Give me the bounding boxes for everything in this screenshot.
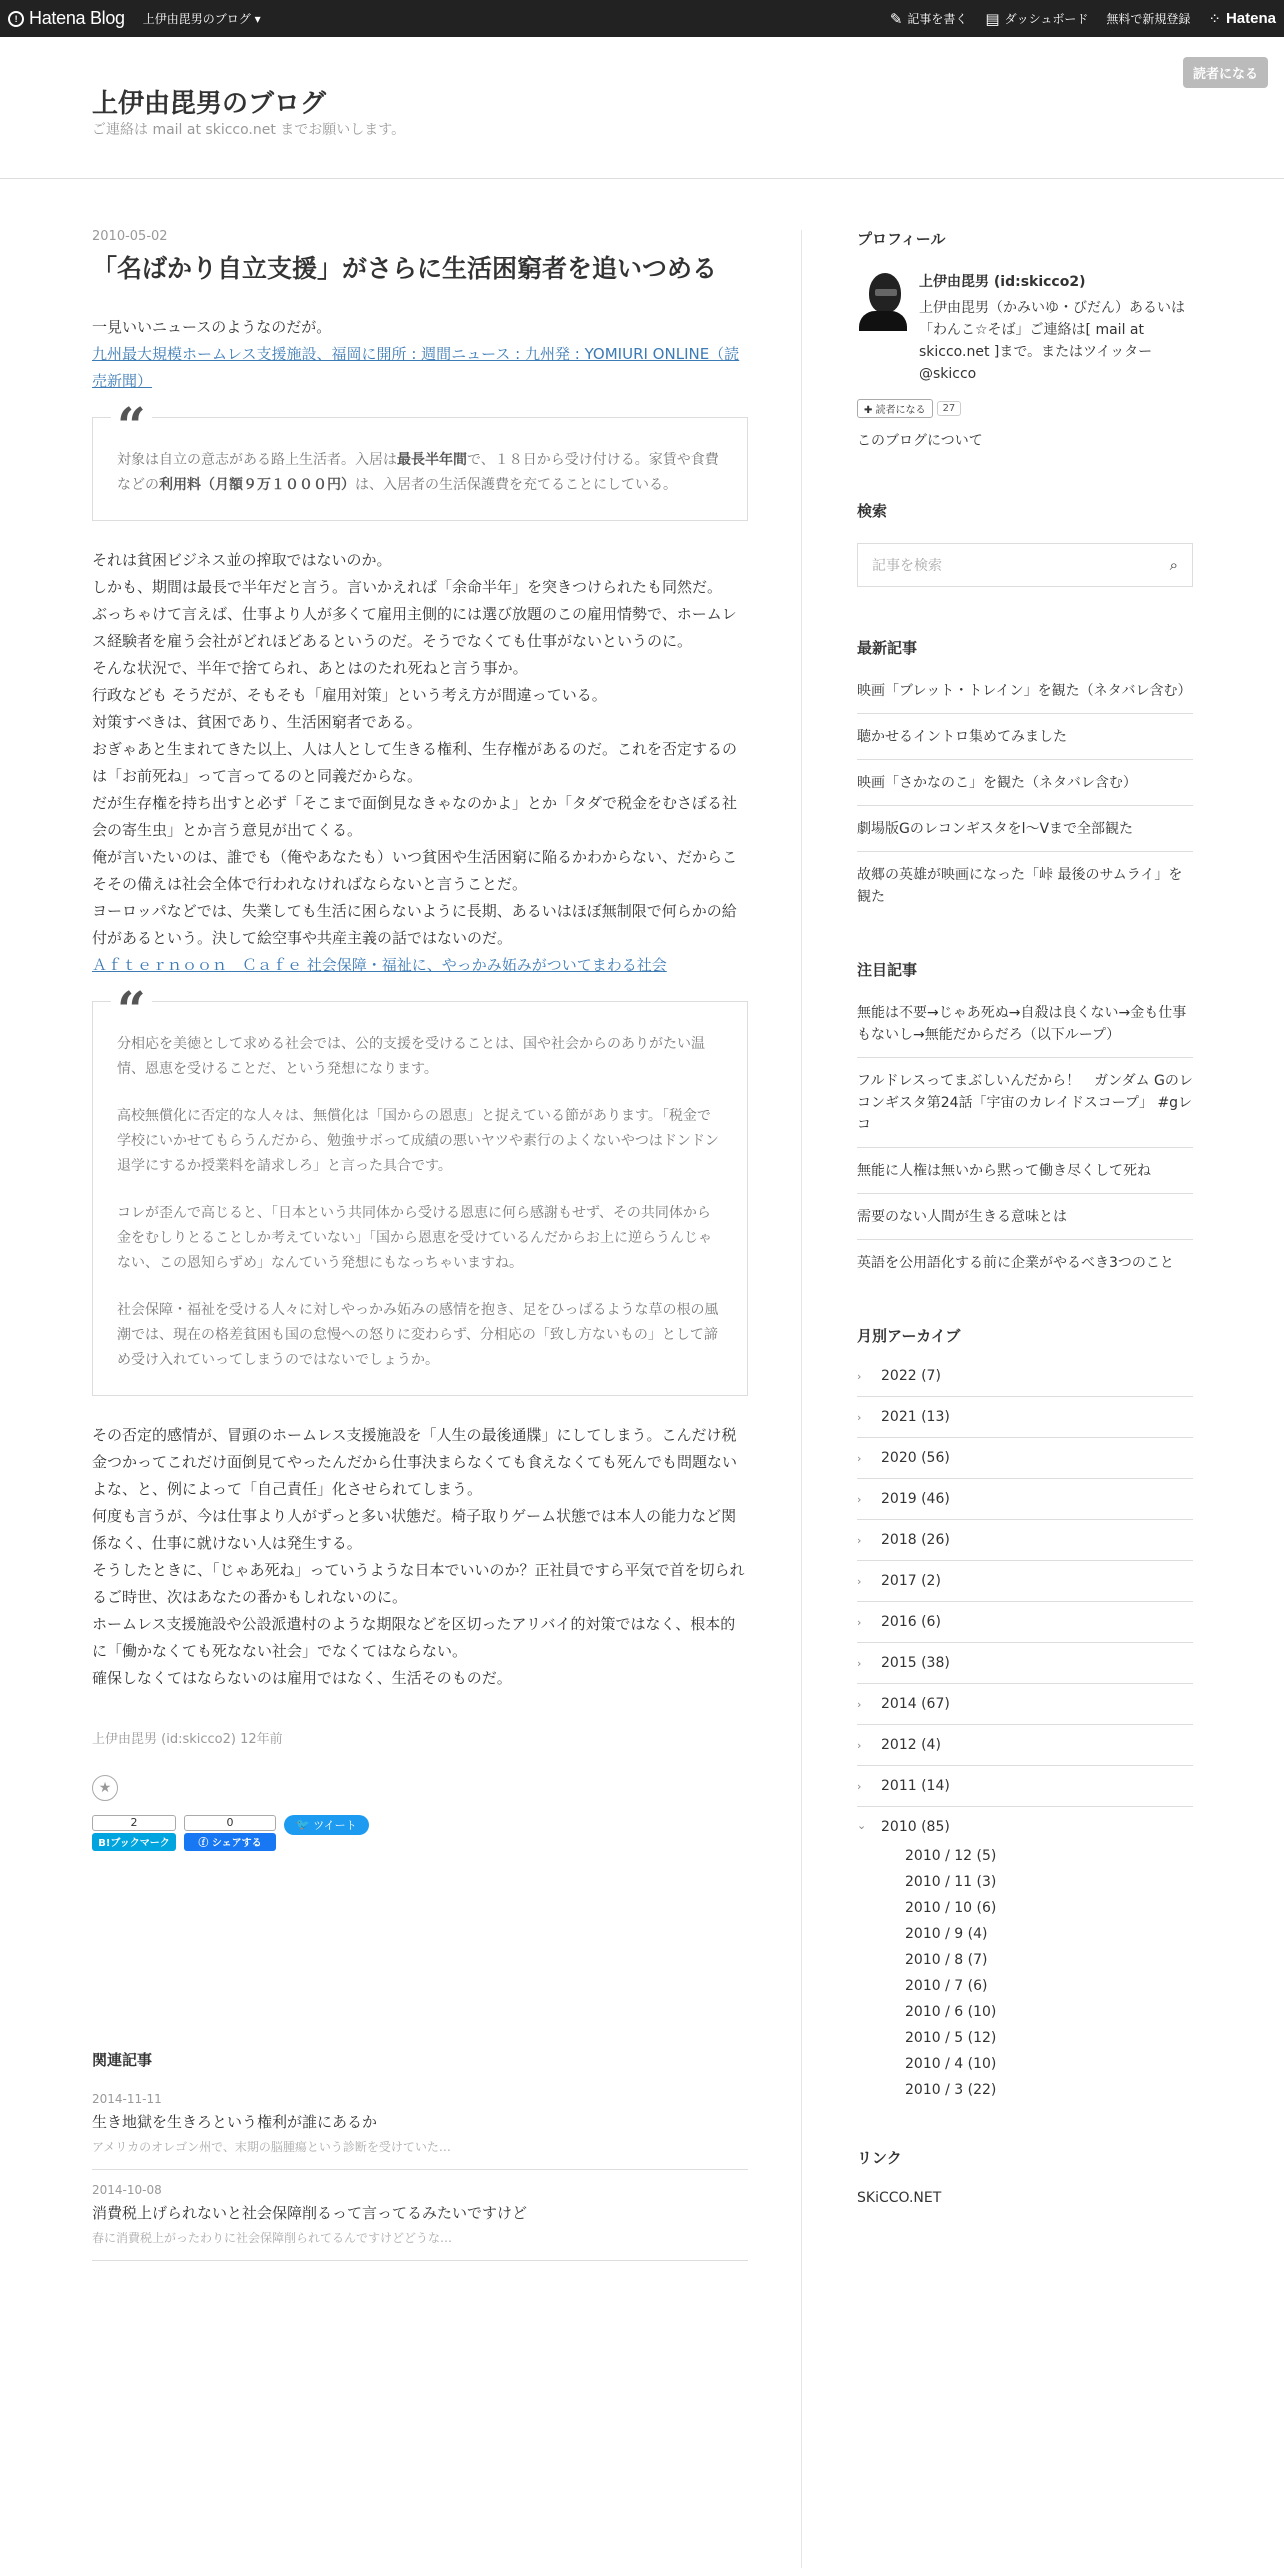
archive-year[interactable]: › 2016 (6) <box>857 1614 1193 1643</box>
archive-year-open[interactable]: ⌄ 2010 (85) <box>857 1819 950 1835</box>
profile-name[interactable]: 上伊由毘男 (id:skicco2) <box>919 274 1086 290</box>
recent-entry-link[interactable]: 劇場版Gのレコンギスタをl〜Vまで全部観た <box>857 818 1193 852</box>
quote-block-1 <box>92 395 748 521</box>
pencil-icon: ✎ <box>889 9 903 28</box>
global-header <box>0 0 1284 37</box>
archive-months <box>905 1843 1193 2103</box>
about-blog-link[interactable]: このブログについて <box>857 433 983 449</box>
chevron-right-icon[interactable]: › <box>857 1574 862 1588</box>
recent-entries-module <box>857 637 1193 919</box>
chevron-right-icon[interactable]: › <box>857 1410 862 1424</box>
reader-subscribe-button[interactable]: ✚ 読者になる <box>857 399 933 418</box>
archive-month-link[interactable]: 2010 / 4 (10) <box>905 2056 997 2072</box>
recent-entry-link[interactable]: 映画「さかなのこ」を観た（ネタバレ含む） <box>857 772 1193 806</box>
entry-intro: 一見いいニュースのようなのだが。 <box>92 317 332 336</box>
source-link-afternoon-cafe[interactable]: Ａｆｔｅｒｎｏｏｎ Ｃａｆｅ 社会保障・福祉に、やっかみ妬みがついてまわる社会 <box>92 955 667 974</box>
archive-year[interactable]: › 2022 (7) <box>857 1368 1193 1397</box>
archive-month-link[interactable]: 2010 / 5 (12) <box>905 2030 997 2046</box>
search-heading: 検索 <box>857 502 888 520</box>
profile-heading: プロフィール <box>857 230 946 248</box>
archive-year[interactable]: › 2021 (13) <box>857 1409 1193 1438</box>
column-divider <box>801 230 802 2568</box>
quote-icon: “ <box>111 406 152 446</box>
recent-heading: 最新記事 <box>857 639 918 657</box>
chevron-down-icon[interactable]: ⌄ <box>857 1819 867 1832</box>
search-module <box>857 500 1193 587</box>
hatena-logo-icon: ! <box>8 11 24 27</box>
hatena-bookmark-button[interactable]: 2 B!ブックマーク <box>92 1815 176 1851</box>
profile-description: 上伊由毘男（かみいゆ・びだん）あるいは「わんこ☆そば」ご連絡は[ mail at skicco.net ]まで。またはツイッター@skicco <box>919 300 1185 382</box>
archive-year[interactable]: › 2011 (14) <box>857 1778 1193 1807</box>
entry-author-meta[interactable]: 上伊由毘男 (id:skicco2) 12年前 <box>92 1731 283 1747</box>
blog-title[interactable]: 上伊由毘男のブログ <box>92 89 327 119</box>
source-link-yomiuri[interactable]: 九州最大規模ホームレス支援施設、福岡に開所 : 週間ニュース : 九州発 : YOMIURI ONLINE（読売新聞） <box>92 344 740 390</box>
recent-entry-link[interactable]: 聴かせるイントロ集めてみました <box>857 726 1193 760</box>
reader-count: 27 <box>937 401 962 416</box>
hatena-menu[interactable]: ⁘ Hatena <box>1208 9 1276 28</box>
write-entry-link[interactable]: ✎ 記事を書く <box>889 9 968 28</box>
external-link-skicco[interactable]: SKiCCO.NET <box>857 2190 942 2206</box>
sidebar <box>857 216 1193 2206</box>
entry-body-2: その否定的感情が、冒頭のホームレス支援施設を「人生の最後通牒」にしてしまう。こんだけ税金つかってこれだけ面倒見てやったんだから仕事決まらなくても食えなくても死んでも問題ないよな、と、例によって「自己責任」化させられてしまう。 何度も言うが、今は仕事より人がずっと多い状態だ。椅子取りゲーム状態では本人の能力など関係なく、仕事に就けない人は発生する。 そうしたときに、「じゃあ死ね」っていうような日本でいいのか？正社員ですら平気で首を切られるご時世、次はあなたの番かもしれないのに。 ホームレス支援施設や公設派遣村のような期限などを区切ったアリバイ的対策ではなく、根本的に「働かなくても死なない社会」でなくてはならない。 確保しなくてはならないのは雇用ではなく、生活そのものだ。 <box>92 1425 745 1687</box>
archive-year[interactable]: › 2018 (26) <box>857 1532 1193 1561</box>
related-item[interactable]: 2014-11-11 生き地獄を生きろという権利が誰にあるか アメリカのオレゴン州で、末期の脳腫瘍という診断を受けていた… <box>92 2092 748 2170</box>
featured-entry-link[interactable]: 無能は不要→じゃあ死ぬ→自殺は良くない→金も仕事もないし→無能だからだろ（以下ループ） <box>857 1002 1193 1058</box>
archive-year[interactable]: › 2015 (38) <box>857 1655 1193 1684</box>
entry-date[interactable]: 2010-05-02 <box>92 229 168 244</box>
search-input[interactable]: 記事を検索 ⌕ <box>857 543 1193 587</box>
archive-year[interactable]: › 2017 (2) <box>857 1573 1193 1602</box>
archive-module <box>857 1325 1193 2103</box>
archive-year[interactable]: › 2014 (67) <box>857 1696 1193 1725</box>
avatar[interactable] <box>857 271 907 331</box>
dashboard-icon: ▤ <box>985 9 1000 28</box>
share-buttons <box>92 1815 748 1851</box>
featured-heading: 注目記事 <box>857 961 918 979</box>
blog-menu-dropdown[interactable]: 上伊由毘男のブログ ▾ <box>142 12 261 26</box>
chevron-right-icon[interactable]: › <box>857 1779 862 1793</box>
archive-month-link[interactable]: 2010 / 9 (4) <box>905 1926 988 1942</box>
links-heading: リンク <box>857 2149 902 2167</box>
featured-entries-module <box>857 959 1193 1285</box>
signup-link[interactable]: 無料で新規登録 <box>1106 12 1191 26</box>
links-module <box>857 2147 1193 2206</box>
search-icon[interactable]: ⌕ <box>1169 556 1178 574</box>
facebook-icon: ⓕ <box>198 1838 212 1849</box>
chevron-right-icon[interactable]: › <box>857 1451 862 1465</box>
archive-month-link[interactable]: 2010 / 8 (7) <box>905 1952 988 1968</box>
blog-description: ご連絡は mail at skicco.net までお願いします。 <box>92 122 406 138</box>
blog-header <box>0 37 1284 179</box>
main-content <box>92 216 748 2274</box>
archive-month-link[interactable]: 2010 / 3 (22) <box>905 2082 997 2098</box>
entry-title[interactable]: 「名ばかり自立支援」がさらに生活困窮者を追いつめる <box>92 254 718 283</box>
archive-month-link[interactable]: 2010 / 12 (5) <box>905 1848 997 1864</box>
archive-month-link[interactable]: 2010 / 10 (6) <box>905 1900 997 1916</box>
archive-year[interactable]: › 2012 (4) <box>857 1737 1193 1766</box>
chevron-right-icon[interactable]: › <box>857 1533 862 1547</box>
chevron-right-icon[interactable]: › <box>857 1615 862 1629</box>
recent-entry-link[interactable]: 故郷の英雄が映画になった「峠 最後のサムライ」を観た <box>857 867 1183 905</box>
hatena-blog-logo[interactable]: ! Hatena Blog <box>8 8 125 29</box>
recent-entry-link[interactable]: 映画「ブレット・トレイン」を観た（ネタバレ含む） <box>857 680 1193 714</box>
related-heading: 関連記事 <box>92 2050 153 2069</box>
quote-icon: “ <box>111 990 152 1030</box>
featured-entry-link[interactable]: 需要のない人間が生きる意味とは <box>857 1206 1193 1240</box>
dashboard-link[interactable]: ▤ ダッシュボード <box>985 9 1089 28</box>
archive-month-link[interactable]: 2010 / 6 (10) <box>905 2004 997 2020</box>
twitter-bird-icon: 🐦 <box>296 1818 314 1831</box>
subscribe-button[interactable]: 読者になる <box>1183 57 1268 88</box>
chevron-right-icon[interactable]: › <box>857 1697 862 1711</box>
entry-body-1: それは貧困ビジネス並の搾取ではないのか。 しかも、期間は最長で半年だと言う。言いかえれば「余命半年」を突きつけられたも同然だ。 ぶっちゃけて言えば、仕事より人が多くて雇用主側的には選び放題のこの雇用情勢で、ホームレス経験者を雇う会社がどれほどあるというのだ。そうでなくても仕事がないというのに。 そんな状況で、半年で捨てられ、あとはのたれ死ねと言う事か。 行政なども そうだが、そもそも「雇用対策」という考え方が間違っている。 対策すべきは、貧困であり、生活困窮者である。 おぎゃあと生まれてきた以上、人は人として生きる権利、生存権があるのだ。これを否定するのは「お前死ね」って言ってるのと同義だからな。 だが生存権を持ち出すと必ず「そこまで面倒見なきゃなのかよ」とか「タダで税金をむさぼる社会の寄生虫」とか言う意見が出てくる。 俺が言いたいのは、誰でも（俺やあなたも）いつ貧困や生活困窮に陥るかわからない、だからこそその備えは社会全体で行われなければならないと言うことだ。 ヨーロッパなどでは、失業しても生活に困らないように長期、あるいはほぼ無制限で何らかの給付があるという。決して絵空事や共産主義の話ではないのだ。 <box>92 550 738 947</box>
chevron-right-icon[interactable]: › <box>857 1369 862 1383</box>
archive-month-link[interactable]: 2010 / 11 (3) <box>905 1874 997 1890</box>
tweet-button[interactable]: 🐦 ツイート <box>284 1815 369 1835</box>
add-star-icon[interactable]: ★ <box>92 1775 118 1801</box>
chevron-right-icon[interactable]: › <box>857 1738 862 1752</box>
related-entries <box>92 2049 748 2261</box>
archive-year[interactable]: › 2020 (56) <box>857 1450 1193 1479</box>
featured-entry-link[interactable]: フルドレスってまぶしいんだから！ ガンダム Gのレコンギスタ第24話「宇宙のカレイドスコープ」 #gレコ <box>857 1070 1193 1148</box>
archive-year[interactable]: › 2019 (46) <box>857 1491 1193 1520</box>
featured-entry-link[interactable]: 英語を公用語化する前に企業がやるべき3つのこと <box>857 1255 1174 1271</box>
archive-heading: 月別アーカイブ <box>857 1327 961 1345</box>
facebook-share-button[interactable]: 0 ⓕ シェアする <box>184 1815 276 1851</box>
featured-entry-link[interactable]: 無能に人権は無いから黙って働き尽くして死ね <box>857 1160 1193 1194</box>
profile-module <box>857 228 1193 450</box>
related-item[interactable]: 2014-10-08 消費税上げられないと社会保障削るって言ってるみたいですけど 春に消費税上がったわりに社会保障削られてるんですけどどうな… <box>92 2183 748 2261</box>
chevron-right-icon[interactable]: › <box>857 1492 862 1506</box>
quote-text: 対象は自立の意志がある路上生活者。入居は最長半年間で、１８日から受け付ける。家賃や食費などの利用料（月額９万１０００円）は、入居者の生活保護費を充てることにしている。 <box>117 451 719 493</box>
archive-month-link[interactable]: 2010 / 7 (6) <box>905 1978 988 1994</box>
chevron-right-icon[interactable]: › <box>857 1656 862 1670</box>
quote-block-2: “ 分相応を美徳として求める社会では、公的支援を受けることは、国や社会からのありがたい温情、恩恵を受けることだ、という発想になります。 高校無償化に否定的な人々は、無償化は「国からの恩恵」と捉えている節があります。「税金で学校にいかせてもらうんだから、勉強サボって成績の悪いヤツや素行のよくないやつはドンドン退学にするか授業料を請求しろ」と言った具合です。 コレが歪んで高じると、「日本という共同体から受ける恩恵に何ら感謝もせず、その共同体から金をむしりとることしか考えていない」「国から恩恵を受けているんだからお上に逆らうんじゃない、この恩知らずめ」なんていう発想にもなっちゃいますね。 社会保障・福祉を受ける人々に対しやっかみ妬みの感情を抱き、足をひっぱるような草の根の風潮では、現在の格差貧困も国の怠慢への怒りに変わらず、分相応の「致し方ないもの」として諦め受け入れていってしまうのではないでしょうか。 <box>92 1001 748 1396</box>
hatena-dots-icon: ⁘ <box>1208 9 1221 28</box>
